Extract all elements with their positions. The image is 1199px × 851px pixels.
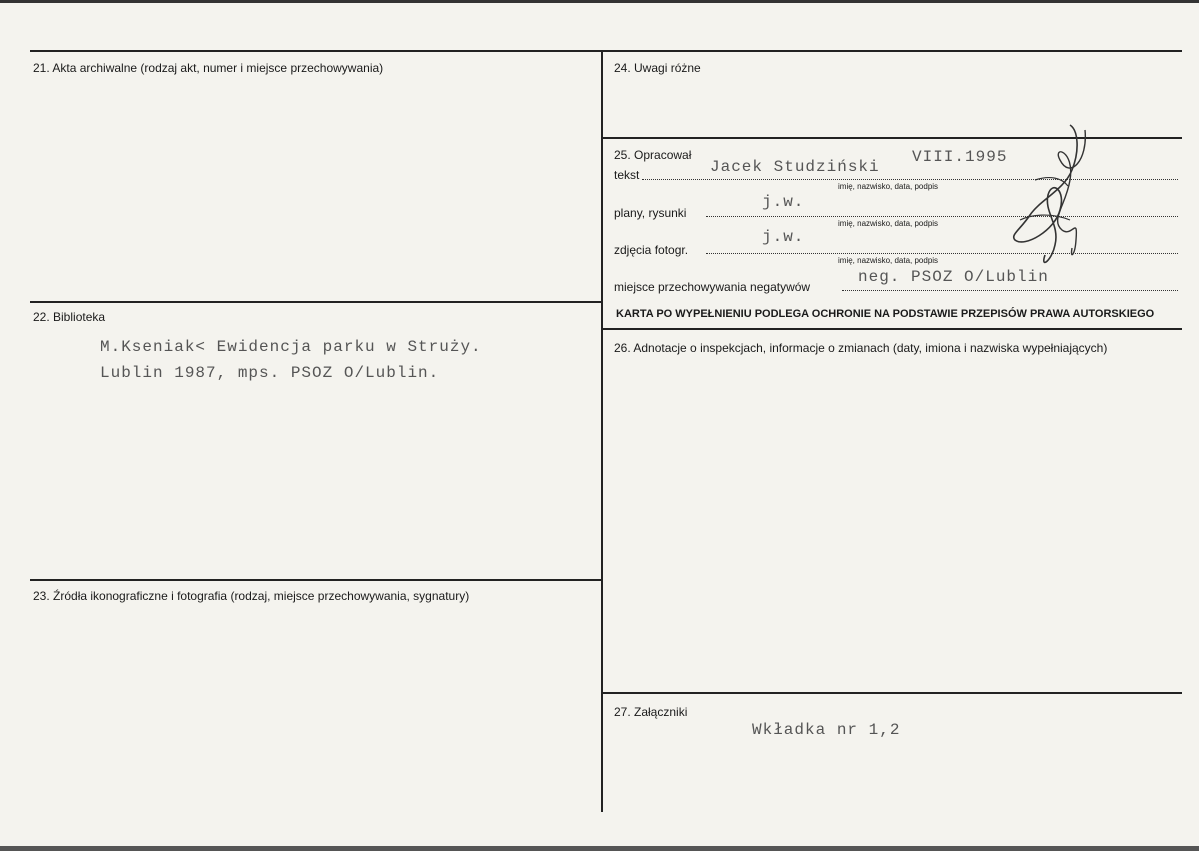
tekst-dotted-line <box>642 179 1178 180</box>
zdjecia-label: zdjęcia fotogr. <box>614 243 689 257</box>
negatywy-dotted-line <box>842 290 1178 291</box>
zdjecia-hint: imię, nazwisko, data, podpis <box>838 256 939 265</box>
section-26-label: 26. Adnotacje o inspekcjach, informacje o zmianach (daty, imiona i nazwiska wypełniających) <box>614 341 1108 355</box>
signature-icon <box>1000 120 1095 275</box>
bibliography-line-1: M.Kseniak< Ewidencja parku w Struży. <box>100 338 482 356</box>
attachments-value: Wkładka nr 1,2 <box>752 721 901 739</box>
plany-value: j.w. <box>762 193 805 211</box>
tekst-label: tekst <box>614 168 640 182</box>
tekst-author: Jacek Studziński <box>710 158 880 176</box>
plany-label: plany, rysunki <box>614 206 687 220</box>
zdjecia-dotted-line <box>706 253 1178 254</box>
section-25-label: 25. Opracował <box>614 148 692 162</box>
divider-25-26 <box>602 328 1182 330</box>
section-21-label: 21. Akta archiwalne (rodzaj akt, numer i miejsce przechowywania) <box>33 61 384 75</box>
scan-edge-top <box>0 0 1199 3</box>
section-27-label: 27. Załączniki <box>614 705 688 719</box>
tekst-hint: imię, nazwisko, data, podpis <box>838 182 939 191</box>
bibliography-line-2: Lublin 1987, mps. PSOZ O/Lublin. <box>100 364 440 382</box>
divider-24-25 <box>602 137 1182 139</box>
negatywy-value: neg. PSOZ O/Lublin <box>858 268 1049 286</box>
section-22-label: 22. Biblioteka <box>33 310 106 324</box>
plany-dotted-line <box>706 216 1178 217</box>
center-divider <box>601 50 603 812</box>
scan-edge-bottom <box>0 846 1199 851</box>
section-23-label: 23. Źródła ikonograficzne i fotografia (rodzaj, miejsce przechowywania, sygnatury) <box>33 589 470 603</box>
top-border <box>30 50 1182 52</box>
divider-22-23 <box>30 579 602 581</box>
tekst-date: VIII.1995 <box>912 148 1008 166</box>
zdjecia-value: j.w. <box>762 228 805 246</box>
copyright-notice: KARTA PO WYPEŁNIENIU PODLEGA OCHRONIE NA PODSTAWIE PRZEPISÓW PRAWA AUTORSKIEGO <box>616 308 1155 320</box>
section-24-label: 24. Uwagi różne <box>614 61 701 75</box>
divider-21-22 <box>30 301 602 303</box>
plany-hint: imię, nazwisko, data, podpis <box>838 219 939 228</box>
negatywy-label: miejsce przechowywania negatywów <box>614 280 811 294</box>
divider-26-27 <box>602 692 1182 694</box>
